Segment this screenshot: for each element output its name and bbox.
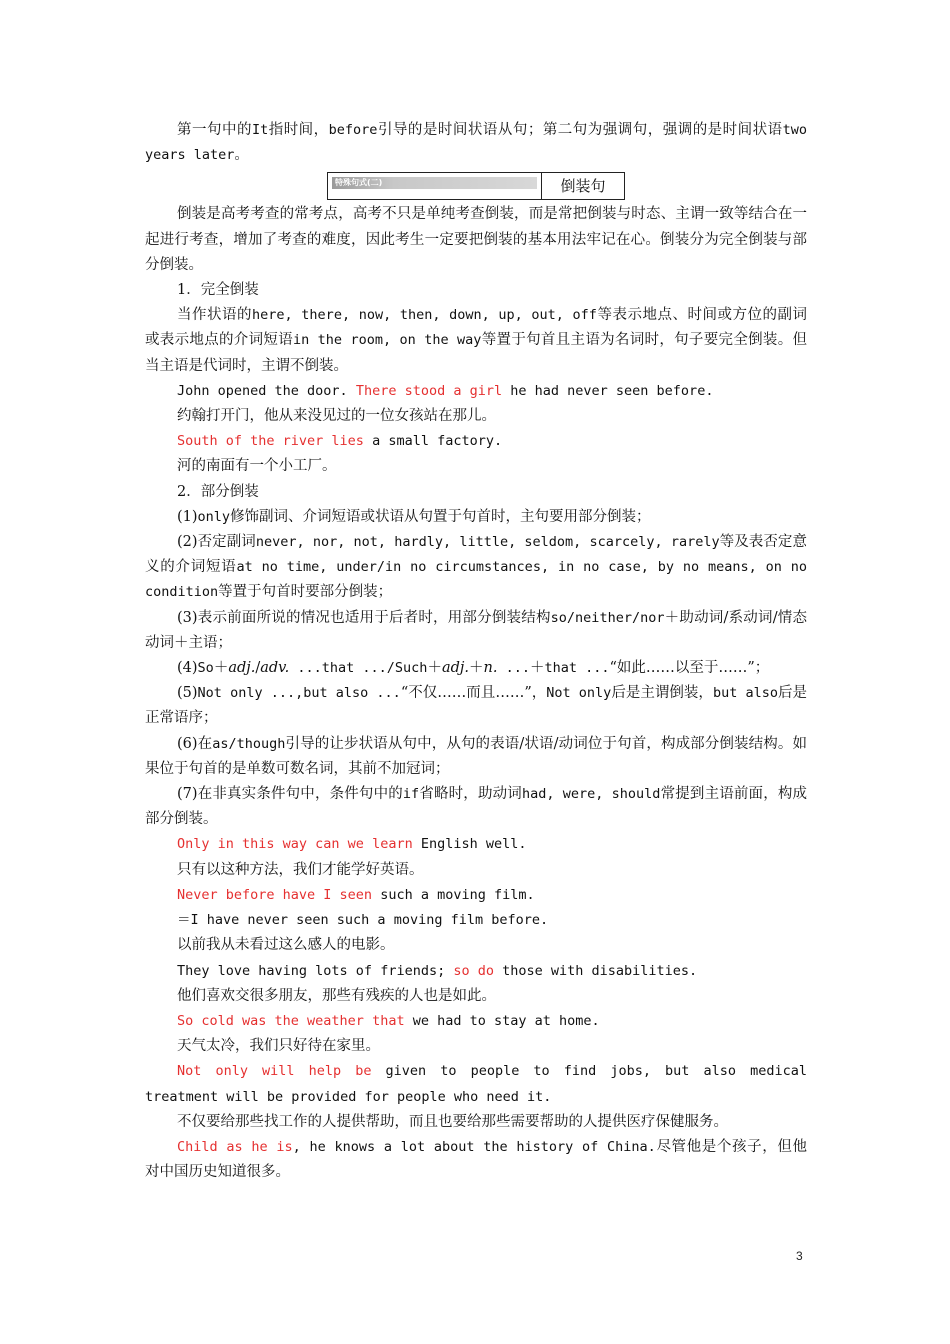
example-translation: 以前我从未看过这么感人的电影。 [177,937,395,954]
intro-term-it: It [251,122,269,138]
full-inversion-description [145,303,807,379]
page-number: 3 [796,1249,803,1263]
rule-text: (6)在 [177,735,213,752]
document-body [145,118,807,1185]
intro-term-two-years-later: two years later [145,122,808,164]
rule-text: / [255,660,261,677]
intro-paragraph [145,118,807,168]
desc-term: here, there, now, then, down, up, out, off [252,307,597,324]
rule-text: 后是正常语序； [145,685,808,727]
example-translation: 尽管他是个孩子，但他对中国历史知道很多。 [145,1138,807,1181]
rule-term: n. [483,660,498,677]
rule-term: that ... [544,660,610,677]
overview-paragraph: 倒装是高考考查的常考点，高考不只是单纯考查倒装，而是常把倒装与时态、主谓一致等结合在一起进行考查，增加了考查的难度，因此考生一定要把倒装的基本用法牢记在心。倒装分为完全倒装与部分倒装。 [145,206,807,273]
rule-text: 后是主谓倒装， [611,685,713,702]
example-highlight: There stood a girl [355,382,503,399]
rule-text: (7)在非真实条件句中，条件句中的 [177,786,403,803]
example-text: a small factory. [363,433,503,450]
rule-4 [145,656,807,681]
rule-text: (5) [177,685,198,702]
example-text: we had to stay at home. [404,1012,600,1029]
rule-1 [145,505,807,530]
example-sentence [145,883,807,908]
rule-term: adj. [441,660,469,677]
example-translation: 他们喜欢交很多朋友，那些有残疾的人也是如此。 [177,987,496,1004]
rule-term: ...that .../Such [289,660,428,677]
example-equivalent: ＝I have never seen such a moving film before. [177,912,549,929]
rule-term: ... [497,660,530,677]
example-highlight: South of the river lies [177,433,364,450]
rule-text: ＋ [529,660,545,677]
example-translation: 天气太冷，我们只好待在家里。 [177,1038,380,1055]
rule-3 [145,606,807,656]
section-tag-box [327,172,542,200]
example-sentence [145,959,807,984]
example-text: given to people to find jobs, but also medical treatment will be provided for people who need it. [145,1063,807,1105]
rule-text: (4) [177,660,198,677]
rule-term: had, were, should [521,786,661,803]
rule-term: at no time, under/in no circumstances, in no case, by no means, on no condition [145,559,808,601]
rule-text: “不仅……而且……”， [400,685,547,702]
section-title: 倒装句 [541,172,625,200]
example-translation: 只有以这种方法，我们才能学好英语。 [177,861,424,878]
example-sentence [145,1059,807,1109]
rule-term: so/neither/nor [550,609,665,626]
rule-term: Not only ...,but also ... [197,685,401,702]
rule-term: only [197,508,231,525]
rule-text: 常提到主语前面，构成部分倒装。 [145,786,808,828]
example-sentence [145,429,807,454]
example-translation: 不仅要给那些找工作的人提供帮助，而且也要给那些需要帮助的人提供医疗保健服务。 [177,1113,728,1130]
intro-text: 指时间， [268,122,329,138]
intro-text: 。 [234,147,249,164]
rule-term: if [402,786,420,803]
rule-term: adv. [260,660,290,677]
rule-term: as/though [212,735,286,752]
example-text: John opened the door. [177,382,356,399]
rule-text: 等置于句首时要部分倒装； [218,584,393,601]
rule-text: 修饰副词、介词短语或状语从句置于句首时，主句要用部分倒装； [230,508,651,525]
rule-text: “如此……以至于……”； [609,660,770,677]
rule-5 [145,681,807,731]
example-highlight: Child as he is [177,1138,293,1155]
example-text: such a moving film. [372,886,535,903]
rule-text: ＋ [427,660,442,677]
example-highlight: So cold was the weather that [177,1012,405,1029]
intro-text: 第一句中的 [177,122,252,138]
partial-inversion-title: 2．部分倒装 [177,483,259,500]
example-highlight: Only in this way can we learn [177,836,413,853]
rule-7 [145,782,807,832]
example-text: , he knows a lot about the history of China. [292,1138,656,1155]
desc-text: 当作状语的 [177,307,253,324]
example-sentence [145,379,807,404]
rule-text: 引导的让步状语从句中，从句的表语/状语/动词位于句首，构成部分倒装结构。如果位于句首的是单数可数名词，其前不加冠词； [145,735,807,777]
rule-text: 等及表否定意义的介词短语 [145,534,807,576]
example-sentence [145,1009,807,1034]
rule-text: ＋ [468,660,484,677]
example-text: They love having lots of friends; [177,962,454,979]
example-translation: 河的南面有一个小工厂。 [177,458,337,475]
rule-text: 省略时，助动词 [419,786,522,803]
rule-text: ＋ [213,660,229,677]
rule-term: adj. [228,660,256,677]
rule-term: Not only [546,685,612,702]
rule-6 [145,732,807,782]
example-highlight: Never before have I seen [177,886,373,903]
rule-2 [145,530,807,606]
example-highlight: Not only will help be [177,1063,372,1080]
section-tag-label: 特殊句式(二) [335,178,383,188]
intro-text: 引导的是时间状语从句；第二句为强调句，强调的是时间状语 [377,122,783,138]
example-text: those with disabilities. [493,962,698,979]
full-inversion-title: 1．完全倒装 [177,282,259,299]
intro-term-before: before [328,122,378,138]
example-highlight: so do [453,962,494,979]
desc-text: 等置于句首且主语为名词时，句子要完全倒装。但当主语是代词时，主谓不倒装。 [145,332,808,374]
rule-text: (3)表示前面所说的情况也适用于后者时，用部分倒装结构 [177,609,551,626]
desc-term: in the room, on the way [293,332,482,349]
section-tag-bar [332,177,537,189]
example-translation: 约翰打开门，他从来没见过的一位女孩站在那儿。 [177,408,496,425]
example-sentence [145,1135,807,1185]
example-text: he had never seen before. [502,382,714,399]
rule-term: but also [712,685,778,702]
rule-term: never, nor, not, hardly, little, seldom, scarcely, rarely [255,534,720,551]
section-heading [145,172,807,200]
rule-term: So [197,660,214,677]
example-sentence [145,832,807,857]
rule-text: (1) [177,508,198,525]
example-text: English well. [412,836,527,853]
desc-text: 等表示地点、时间或方位的副词或表示地点的介词短语 [145,307,808,349]
rule-text: ＋助动词/系动词/情态动词＋主语； [145,609,807,651]
rule-text: (2)否定副词 [177,534,256,551]
